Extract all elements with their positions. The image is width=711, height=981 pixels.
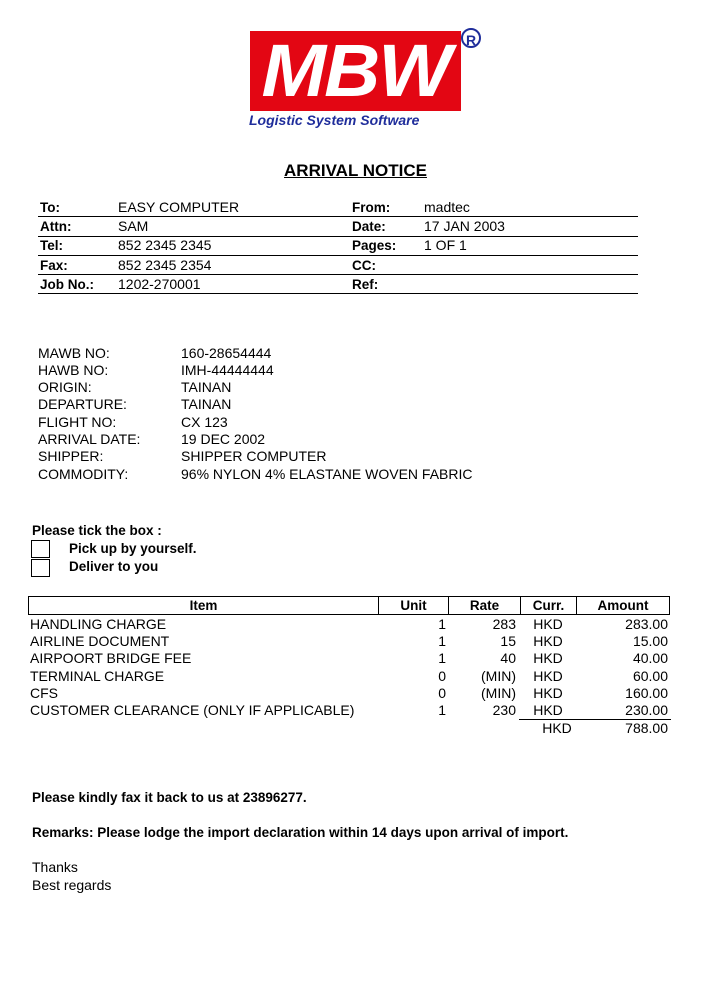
- fax-note: Please kindly fax it back to us at 23896277.: [32, 790, 307, 805]
- closing-regards: Best regards: [32, 877, 112, 893]
- attn-label: Attn:: [40, 219, 72, 234]
- hawb-value: IMH-44444444: [181, 362, 274, 378]
- departure-label: DEPARTURE:: [38, 396, 127, 412]
- charge-amount: 15.00: [632, 633, 668, 649]
- tel-label: Tel:: [40, 238, 63, 253]
- charge-item: HANDLING CHARGE: [30, 616, 167, 632]
- charge-amount: 40.00: [632, 650, 668, 666]
- date-label: Date:: [352, 219, 386, 234]
- header-divider: [38, 216, 638, 217]
- charge-amount: 230.00: [625, 702, 668, 718]
- from-label: From:: [352, 200, 391, 215]
- date-value: 17 JAN 2003: [424, 218, 505, 234]
- departure-value: TAINAN: [181, 396, 232, 412]
- col-amount-header: Amount: [576, 597, 669, 614]
- registered-mark: R: [461, 28, 481, 48]
- charge-item: AIRPOORT BRIDGE FEE: [30, 650, 192, 666]
- deliver-option-label: Deliver to you: [69, 559, 159, 574]
- charge-rate: (MIN): [481, 685, 516, 701]
- col-item-header: Item: [189, 598, 218, 613]
- shipper-label: SHIPPER:: [38, 448, 104, 464]
- charge-rate: 15: [500, 633, 516, 649]
- tick-prompt: Please tick the box :: [32, 523, 162, 538]
- charge-unit: 0: [438, 685, 446, 701]
- charge-rate: 40: [500, 650, 516, 666]
- pages-label: Pages:: [352, 238, 397, 253]
- attn-value: SAM: [118, 218, 149, 234]
- charge-item: AIRLINE DOCUMENT: [30, 633, 170, 649]
- origin-value: TAINAN: [181, 379, 232, 395]
- col-curr-header: Curr.: [520, 597, 576, 614]
- charge-unit: 1: [438, 633, 446, 649]
- deliver-checkbox[interactable]: [31, 559, 50, 577]
- commodity-label: COMMODITY:: [38, 466, 129, 482]
- charge-unit: 1: [438, 650, 446, 666]
- charge-amount: 60.00: [632, 668, 668, 684]
- charge-amount: 160.00: [625, 685, 668, 701]
- charge-item: CUSTOMER CLEARANCE (ONLY IF APPLICABLE): [30, 702, 355, 718]
- logo-brand: MBW: [261, 29, 450, 112]
- commodity-value: 96% NYLON 4% ELASTANE WOVEN FABRIC: [181, 466, 473, 482]
- charge-curr: HKD: [533, 702, 563, 718]
- to-value: EASY COMPUTER: [118, 199, 240, 215]
- charge-item: TERMINAL CHARGE: [30, 668, 165, 684]
- total-curr: HKD: [542, 720, 572, 736]
- fax-label: Fax:: [40, 258, 68, 273]
- col-rate-header: Rate: [448, 597, 520, 614]
- charge-curr: HKD: [533, 616, 563, 632]
- pages-value: 1 OF 1: [424, 237, 467, 253]
- mawb-label: MAWB NO:: [38, 345, 110, 361]
- charge-rate: 230: [492, 702, 516, 718]
- closing-thanks: Thanks: [32, 859, 78, 875]
- remarks: Remarks: Please lodge the import declaration within 14 days upon arrival of import.: [32, 825, 569, 840]
- hawb-label: HAWB NO:: [38, 362, 109, 378]
- charge-rate: (MIN): [481, 668, 516, 684]
- charge-rate: 283: [492, 616, 516, 632]
- charge-curr: HKD: [533, 668, 563, 684]
- origin-label: ORIGIN:: [38, 379, 92, 395]
- header-divider: [38, 293, 638, 294]
- tel-value: 852 2345 2345: [118, 237, 212, 253]
- mawb-value: 160-28654444: [181, 345, 272, 361]
- charge-curr: HKD: [533, 633, 563, 649]
- header-divider: [38, 274, 638, 275]
- from-value: madtec: [424, 199, 470, 215]
- arrival-date-label: ARRIVAL DATE:: [38, 431, 141, 447]
- flight-no-value: CX 123: [181, 414, 228, 430]
- charge-amount: 283.00: [625, 616, 668, 632]
- charge-unit: 0: [438, 668, 446, 684]
- pickup-option-label: Pick up by yourself.: [69, 541, 197, 556]
- ref-label: Ref:: [352, 277, 379, 292]
- logo-tagline: Logistic System Software: [249, 112, 420, 128]
- pickup-checkbox[interactable]: [31, 540, 50, 558]
- charge-curr: HKD: [533, 650, 563, 666]
- arrival-date-value: 19 DEC 2002: [181, 431, 266, 447]
- to-label: To:: [40, 200, 60, 215]
- document-title: ARRIVAL NOTICE: [284, 161, 427, 180]
- shipper-value: SHIPPER COMPUTER: [181, 448, 327, 464]
- charge-unit: 1: [438, 702, 446, 718]
- header-divider: [38, 255, 638, 256]
- col-unit-header: Unit: [378, 597, 448, 614]
- charge-curr: HKD: [533, 685, 563, 701]
- flight-no-label: FLIGHT NO:: [38, 414, 117, 430]
- job-no-label: Job No.:: [40, 277, 94, 292]
- cc-label: CC:: [352, 258, 376, 273]
- total-amount: 788.00: [625, 720, 668, 736]
- charge-item: CFS: [30, 685, 58, 701]
- job-no-value: 1202-270001: [118, 276, 201, 292]
- fax-value: 852 2345 2354: [118, 257, 212, 273]
- charge-unit: 1: [438, 616, 446, 632]
- charges-table-header: [28, 596, 670, 615]
